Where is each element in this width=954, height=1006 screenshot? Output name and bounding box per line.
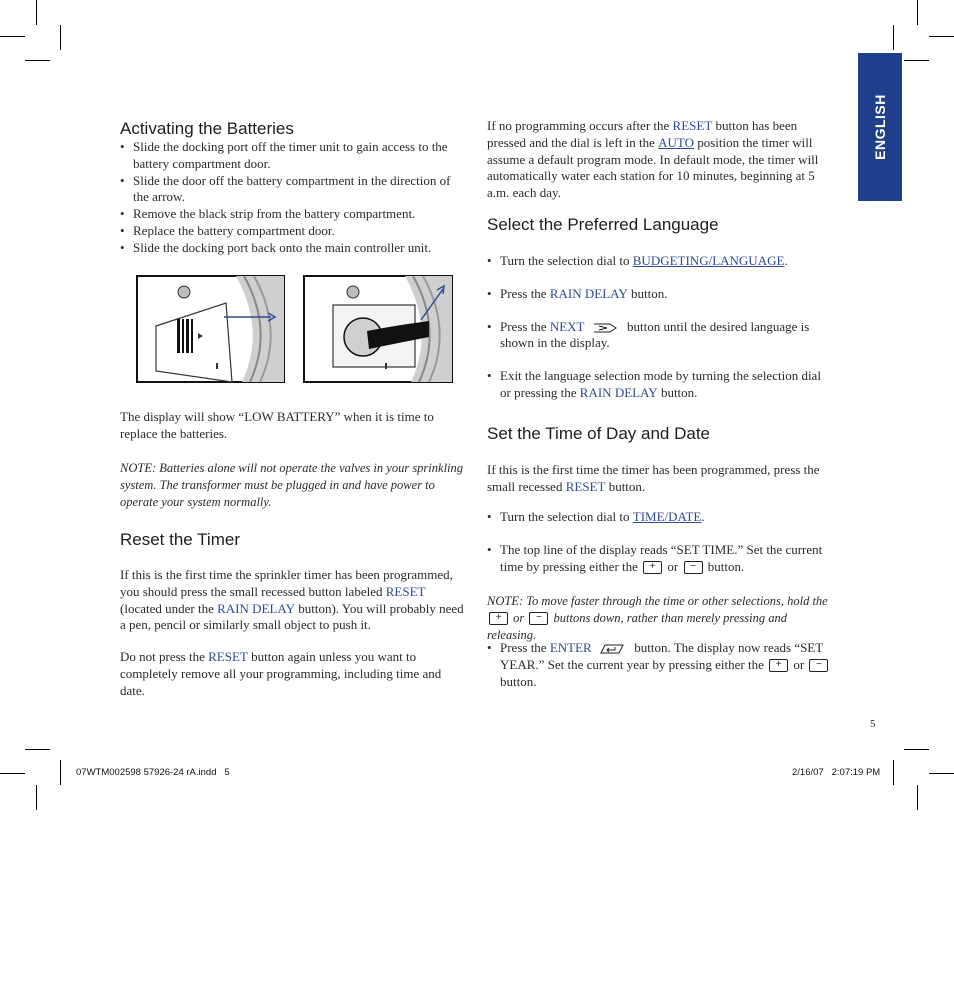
footer-timestamp: 2/16/07 2:07:19 PM: [792, 767, 881, 778]
minus-button-icon: −: [529, 612, 548, 625]
time-intro-paragraph: If this is the first time the timer has been programmed, press the small recessed RESET button.: [487, 462, 820, 494]
next-keyword: NEXT: [549, 318, 585, 334]
reset-paragraph-1: If this is the first time the sprinkler timer has been programmed, you should press the small recessed button labeled RESET (located under the RAIN DELAY button). You will probably need a pen, pencil or similarly small object to push it.: [120, 567, 464, 633]
auto-keyword: AUTO: [658, 134, 694, 150]
list-item: • Slide the docking port back onto the main controller unit.: [120, 240, 465, 257]
crop-mark: [929, 36, 954, 37]
plus-button-icon: +: [489, 612, 508, 625]
crop-mark: [60, 760, 61, 785]
crop-mark: [0, 773, 25, 774]
language-bullets: [487, 253, 835, 402]
list-item: • Slide the door off the battery compartment in the direction of the arrow.: [120, 173, 465, 207]
crop-mark: [893, 25, 894, 50]
list-item: • Replace the battery compartment door.: [120, 223, 465, 240]
list-item: • Remove the black strip from the battery compartment.: [120, 206, 465, 223]
list-item: • Press the RAIN DELAY button.: [487, 286, 835, 303]
default-mode-paragraph: If no programming occurs after the RESET button has been pressed and the dial is left in the AUTO position the timer will assume a default program mode. In default mode, the timer will automatically water each station for 10 minutes, beginning at 5 a.m. each day.: [487, 118, 819, 201]
reset-keyword: RESET: [208, 649, 248, 664]
section-title-activating: Activating the Batteries: [120, 119, 294, 138]
reset-keyword: RESET: [672, 118, 713, 133]
crop-mark: [36, 785, 37, 810]
enter-keyword: ENTER: [549, 640, 592, 655]
language-tab: [858, 53, 902, 201]
time-date-keyword: TIME/DATE: [632, 509, 702, 524]
time-bullets-1: [487, 509, 835, 575]
language-tab-label: ENGLISH: [872, 94, 888, 160]
crop-mark: [25, 749, 50, 750]
section-title-language: Select the Preferred Language: [487, 215, 719, 234]
crop-mark: [25, 60, 50, 61]
list-item: • Turn the selection dial to TIME/DATE.: [487, 509, 835, 526]
battery-door-illustration: [136, 275, 286, 384]
battery-note: NOTE: Batteries alone will not operate the valves in your sprinkling system. The transformer must be plugged in and have power to operate your system normally.: [120, 461, 464, 509]
crop-mark: [904, 60, 929, 61]
battery-strip-illustration: [303, 275, 455, 384]
crop-mark: [0, 36, 25, 37]
crop-mark: [893, 760, 894, 785]
time-note: NOTE: To move faster through the time or other selections, hold the + or − buttons down, rather than merely pressing and releasing.: [487, 594, 828, 642]
section-title-time: Set the Time of Day and Date: [487, 424, 711, 443]
crop-mark: [60, 25, 61, 50]
reset-paragraph-2: Do not press the RESET button again unless you want to completely remove all your programming, including time and date.: [120, 649, 442, 698]
list-item: • Press the ENTER button. The display now reads “SET YEAR.” Set the current year by pressing either the + or − button.: [487, 640, 835, 690]
budgeting-language-keyword: BUDGETING/LANGUAGE: [632, 253, 785, 268]
crop-mark: [36, 0, 37, 25]
section-title-reset: Reset the Timer: [120, 530, 240, 549]
minus-button-icon: −: [809, 659, 828, 672]
list-item: • Exit the language selection mode by turning the selection dial or pressing the RAIN DELAY button.: [487, 368, 835, 402]
enter-button-icon: [599, 642, 625, 656]
reset-keyword: RESET: [385, 583, 426, 599]
plus-button-icon: +: [769, 659, 788, 672]
rain-delay-keyword: RAIN DELAY: [549, 285, 628, 301]
footer-file-info: 07WTM002598 57926-24 rA.indd 5: [76, 767, 230, 778]
minus-button-icon: −: [684, 561, 703, 574]
list-item: • Turn the selection dial to BUDGETING/LANGUAGE.: [487, 253, 835, 270]
activating-bullets: [120, 139, 465, 257]
rain-delay-keyword: RAIN DELAY: [217, 600, 295, 616]
crop-mark: [904, 749, 929, 750]
list-item: • The top line of the display reads “SET TIME.” Set the current time by pressing either the + or − button.: [487, 542, 835, 576]
next-button-icon: [592, 321, 618, 335]
time-bullets-2: [487, 640, 835, 690]
crop-mark: [917, 0, 918, 25]
page-number: 5: [870, 718, 876, 730]
plus-button-icon: +: [643, 561, 662, 574]
reset-keyword: RESET: [565, 478, 606, 494]
low-battery-text: The display will show “LOW BATTERY” when it is time to replace the batteries.: [120, 409, 434, 441]
crop-mark: [917, 785, 918, 810]
rain-delay-keyword: RAIN DELAY: [579, 384, 658, 400]
crop-mark: [929, 773, 954, 774]
list-item: • Press the NEXT button until the desired language is shown in the display.: [487, 319, 835, 353]
list-item: • Slide the docking port off the timer unit to gain access to the battery compartment door.: [120, 139, 465, 173]
